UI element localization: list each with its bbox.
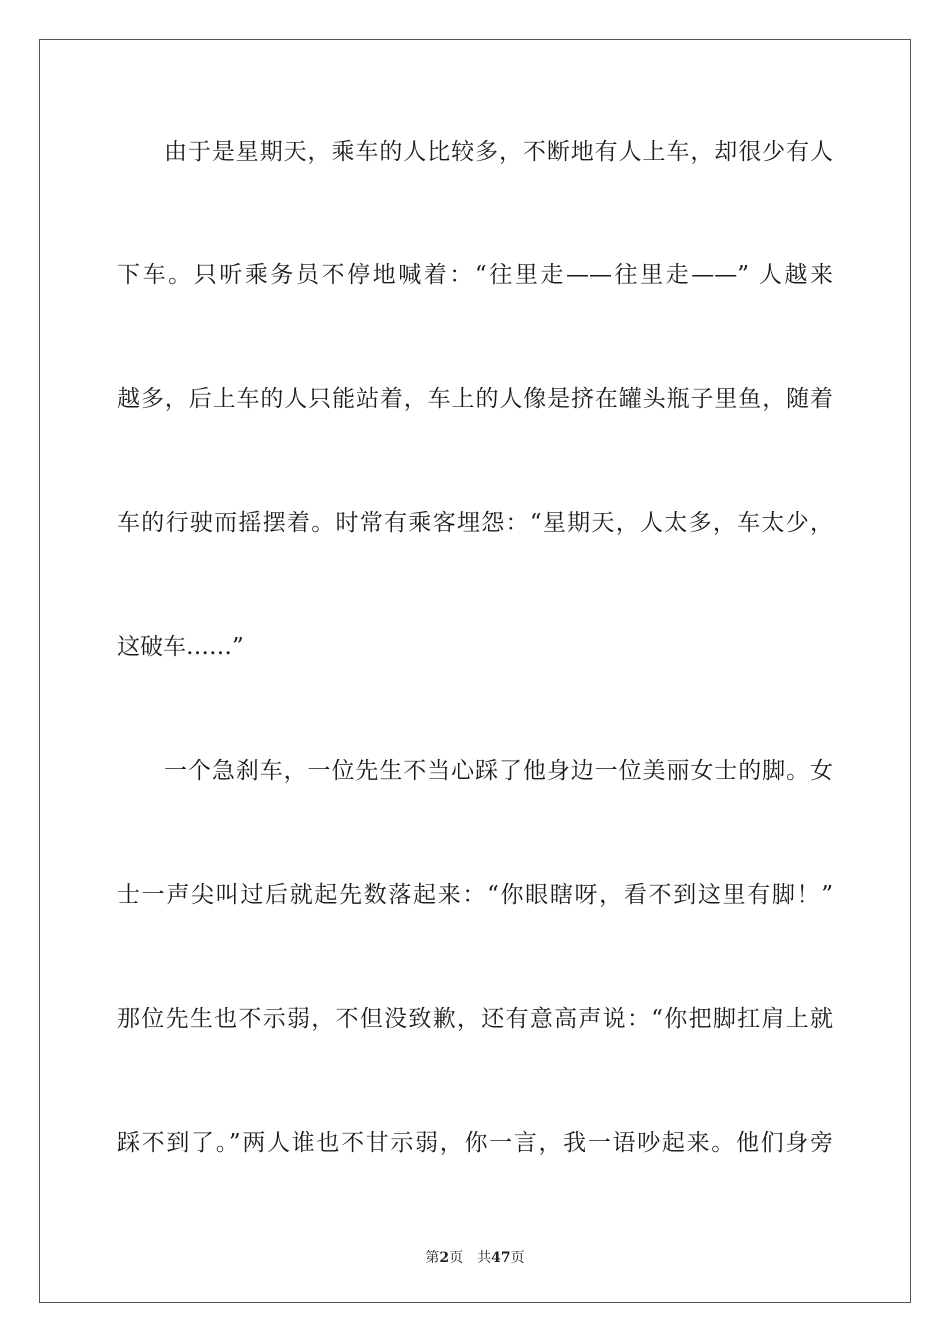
paragraph-2-line-3: 那位先生也不示弱，不但没致歉，还有意高声说：“你把脚扛肩上就: [117, 1006, 833, 1032]
page-prefix: 第: [425, 1250, 440, 1266]
paragraph-2-line-4: 踩不到了。”两人谁也不甘示弱，你一言，我一语吵起来。他们身旁: [117, 1130, 833, 1156]
page-footer: [0, 1249, 950, 1267]
paragraph-1-line-2: 下车。只听乘务员不停地喊着：“往里走——往里走——” 人越来: [117, 262, 833, 288]
paragraph-1-line-1: 由于是星期天，乘车的人比较多，不断地有人上车，却很少有人: [164, 139, 833, 165]
page-number: 2: [439, 1250, 450, 1266]
page-border: [39, 39, 911, 1303]
paragraph-1-line-5: 这破车……”: [117, 634, 244, 660]
paragraph-2-line-1: 一个急刹车，一位先生不当心踩了他身边一位美丽女士的脚。女: [164, 758, 833, 784]
total-pages: 47: [491, 1250, 511, 1266]
total-suffix: 页: [510, 1250, 525, 1266]
paragraph-2-line-2: 士一声尖叫过后就起先数落起来：“你眼瞎呀，看不到这里有脚！”: [117, 882, 833, 908]
paragraph-1-line-3: 越多，后上车的人只能站着，车上的人像是挤在罐头瓶子里鱼，随着: [117, 386, 833, 412]
total-prefix: 共: [477, 1250, 492, 1266]
page-suffix: 页: [449, 1250, 464, 1266]
paragraph-1-line-4: 车的行驶而摇摆着。时常有乘客埋怨：“星期天，人太多，车太少，: [117, 510, 833, 536]
